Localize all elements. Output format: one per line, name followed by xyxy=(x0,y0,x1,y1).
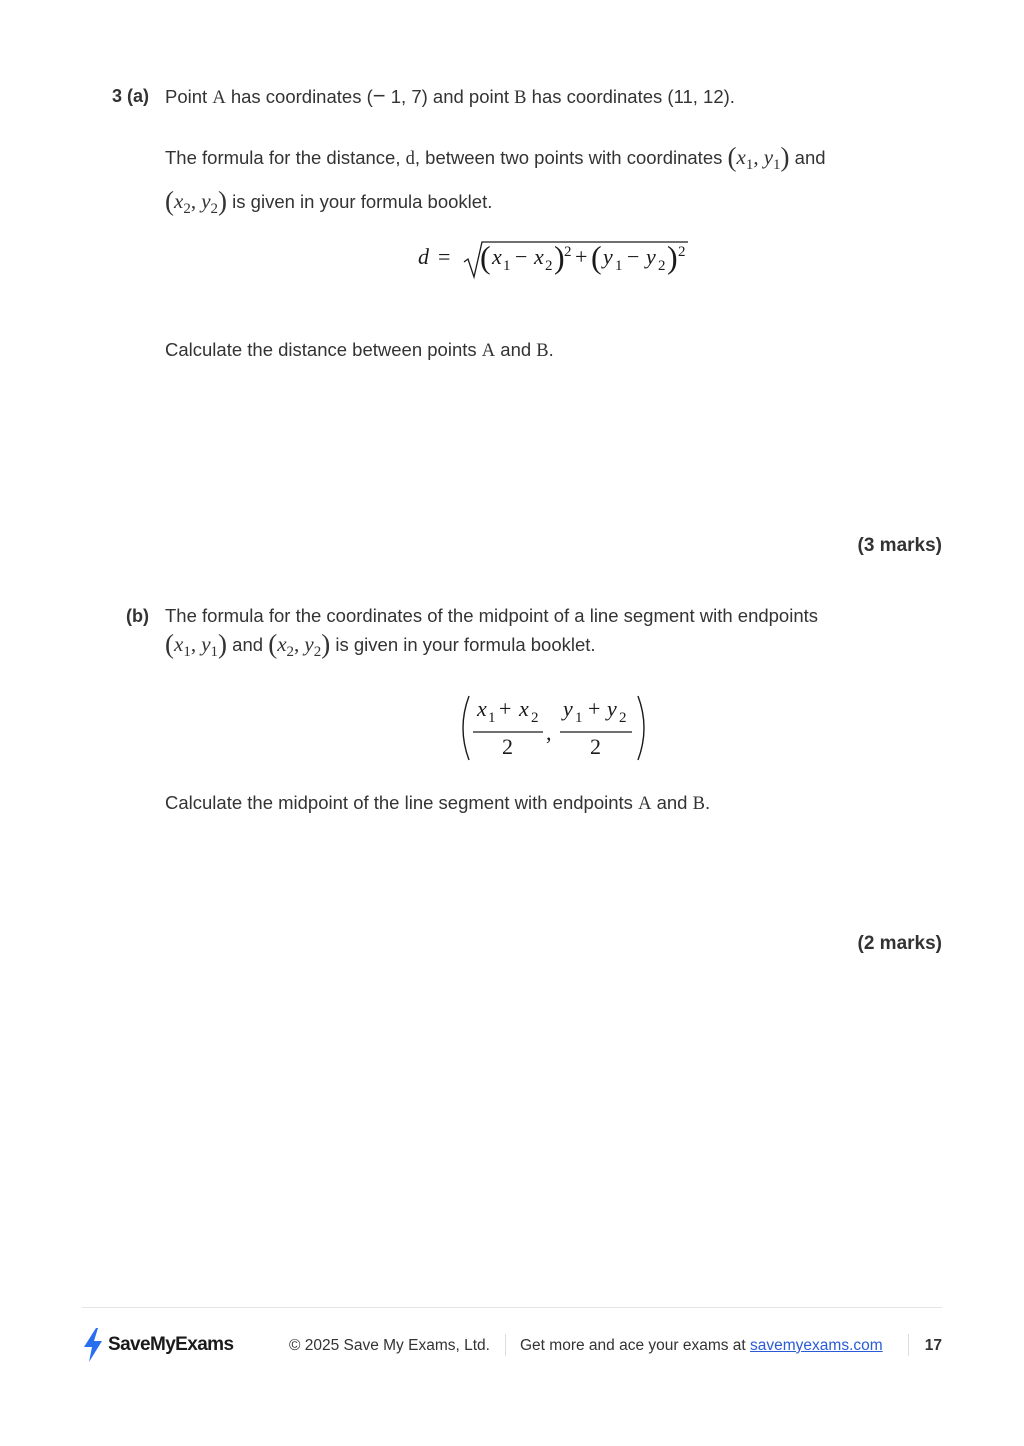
question-3a-task xyxy=(165,336,895,365)
copyright-text: © 2025 Save My Exams, Ltd. xyxy=(289,1337,490,1354)
math-exponent: 2 xyxy=(564,244,572,260)
math-sub: 2 xyxy=(210,201,219,217)
math-x: x xyxy=(534,244,544,269)
math-minus: − xyxy=(515,244,528,269)
math-y: y xyxy=(201,189,211,213)
math-y: y xyxy=(201,632,211,656)
text-fragment: 1, 7) and point xyxy=(385,86,515,107)
point-b-label: B xyxy=(514,88,527,108)
savemyexams-logo[interactable] xyxy=(82,1328,233,1362)
math-x: x xyxy=(174,632,184,656)
point-b-label: B xyxy=(692,794,705,814)
footer-divider xyxy=(82,1307,942,1308)
coordinate-pair-2: ($x_2$, $y_2$) xyxy=(268,629,331,660)
math-sub: 1 xyxy=(488,710,496,726)
text-fragment: is given in your formula booklet. xyxy=(227,191,493,212)
coordinate-pair-1: ($x_1$, $y_1$) xyxy=(165,629,228,660)
marks-3b: (2 marks) xyxy=(857,933,942,954)
math-d: d xyxy=(418,244,429,269)
point-a-label: A xyxy=(481,341,496,361)
math-minus: − xyxy=(627,244,640,269)
text-fragment: Point xyxy=(165,86,213,107)
text-fragment: and xyxy=(789,147,826,168)
math-equals: = xyxy=(438,244,451,269)
math-x: x xyxy=(736,145,746,169)
math-sub: 2 xyxy=(286,644,295,660)
math-sub: 2 xyxy=(619,710,627,726)
math-comma: , xyxy=(753,145,759,169)
math-x: x xyxy=(492,244,502,269)
text-fragment: Calculate the distance between points xyxy=(165,339,482,360)
text-fragment: The formula for the distance, xyxy=(165,147,406,168)
text-fragment: has coordinates (11, 12). xyxy=(526,86,735,107)
math-y: y xyxy=(763,145,774,169)
math-sub: 2 xyxy=(313,644,322,660)
math-sub: 1 xyxy=(503,258,511,274)
point-a-label: A xyxy=(212,88,226,108)
math-sub: 1 xyxy=(210,644,219,660)
math-sub: 2 xyxy=(183,201,191,217)
math-y: y xyxy=(607,696,617,721)
math-y: y xyxy=(304,632,314,656)
math-plus: + xyxy=(588,696,601,721)
math-x: x xyxy=(519,696,529,721)
math-sub: 1 xyxy=(615,258,623,274)
math-x: x xyxy=(477,696,487,721)
text-fragment: The formula for the coordinates of the midpoint of a line segment with endpoints xyxy=(165,605,819,626)
math-denominator: 2 xyxy=(590,734,601,759)
midpoint-formula xyxy=(455,690,655,766)
big-open-paren xyxy=(463,696,469,760)
text-fragment: and xyxy=(227,634,269,655)
close-paren: ) xyxy=(554,239,565,275)
point-b-label: B xyxy=(536,341,549,361)
promo-text xyxy=(520,1337,883,1355)
d-variable: d xyxy=(405,149,415,169)
math-y: y xyxy=(563,696,573,721)
math-comma: , xyxy=(190,632,197,656)
math-x: x xyxy=(174,189,184,213)
question-3a-intro xyxy=(165,82,895,112)
footer xyxy=(82,1326,942,1366)
math-plus: + xyxy=(499,696,512,721)
big-close-paren xyxy=(638,696,644,760)
minus-sign: − xyxy=(372,83,386,108)
text-fragment: has coordinates ( xyxy=(225,86,373,107)
savemyexams-link[interactable]: savemyexams.com xyxy=(750,1337,883,1354)
question-number-3a: 3 (a) xyxy=(112,86,150,106)
math-y: y xyxy=(646,244,656,269)
math-sub: 1 xyxy=(575,710,583,726)
close-paren: ) xyxy=(667,239,678,275)
point-a-label: A xyxy=(638,794,652,814)
math-denominator: 2 xyxy=(502,734,513,759)
distance-formula-description xyxy=(165,139,895,227)
math-exponent: 2 xyxy=(678,244,686,260)
logo-text: SaveMyExams xyxy=(108,1334,234,1355)
marks-3a: (3 marks) xyxy=(857,535,942,556)
math-comma: , xyxy=(190,189,197,213)
footer-separator xyxy=(505,1334,506,1356)
lightning-bolt-icon xyxy=(82,1328,104,1362)
math-sub: 2 xyxy=(658,258,666,274)
math-sub: 1 xyxy=(183,644,191,660)
page-number: 17 xyxy=(924,1337,942,1354)
question-number-3b: (b) xyxy=(126,606,149,626)
math-sub: 2 xyxy=(531,710,539,726)
text-fragment: Calculate the midpoint of the line segment with endpoints xyxy=(165,792,639,813)
math-sub: 1 xyxy=(745,157,754,173)
question-3b-task xyxy=(165,789,895,818)
text-fragment: . xyxy=(548,339,554,360)
midpoint-formula-description xyxy=(165,602,895,666)
open-paren: ( xyxy=(591,239,602,275)
promo-label: Get more and ace your exams at xyxy=(520,1337,751,1354)
text-fragment: , between two points with coordinates xyxy=(414,147,728,168)
math-sub: 1 xyxy=(773,157,781,173)
text-fragment: . xyxy=(704,792,711,813)
math-y: y xyxy=(603,244,613,269)
text-fragment: and xyxy=(651,792,693,813)
open-paren: ( xyxy=(480,239,491,275)
math-comma: , xyxy=(294,632,300,656)
footer-separator xyxy=(908,1334,909,1356)
coordinate-pair-1: ($x_1$, $y_1$) xyxy=(727,142,790,173)
text-fragment: is given in your formula booklet. xyxy=(330,634,596,655)
math-x: x xyxy=(277,632,287,656)
distance-formula xyxy=(410,232,700,284)
math-comma: , xyxy=(546,720,552,745)
math-sub: 2 xyxy=(545,258,553,274)
coordinate-pair-2: ($x_2$, $y_2$) xyxy=(165,186,228,217)
text-fragment: and xyxy=(495,339,537,360)
math-plus: + xyxy=(575,244,588,269)
